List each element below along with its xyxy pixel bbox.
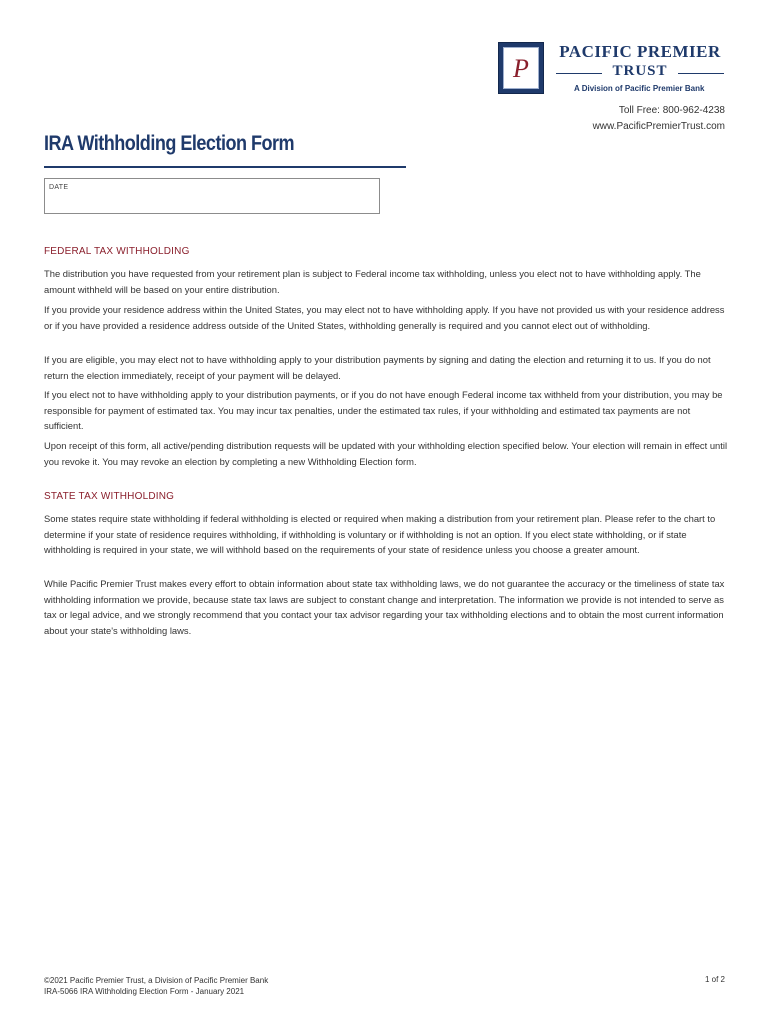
footer-info [44,975,268,997]
website-link[interactable]: www.PacificPremierTrust.com [592,121,725,132]
title-divider [44,166,406,168]
copyright-notice: ©2021 Pacific Premier Trust, a Division of Pacific Premier Bank [44,976,269,985]
logo-trust-word: TRUST [612,63,668,79]
logo-monogram-icon: P [498,42,544,94]
state-tax-heading: STATE TAX WITHHOLDING [44,491,175,502]
form-title: IRA Withholding Election Form [44,132,295,155]
form-identifier: IRA-5066 IRA Withholding Election Form - January 2021 [44,987,245,996]
logo-trust [552,63,728,83]
federal-paragraph-3: If you are eligible, you may elect not to have withholding apply to your distribution payments by signing and dating the election and returning it to us. If you do not return the election immediately, receipt of your payment will be delayed. [44,354,711,381]
toll-free-number: Toll Free: 800-962-4238 [618,105,725,116]
state-paragraph-2: While Pacific Premier Trust makes every effort to obtain information about state tax withholding laws, we do not guarantee the accuracy or the timeliness of state tax withholding information we provide, because state tax laws are subject to constant change and interpretation. The information we provide is not intended to serve as tax or legal advice, and we strongly recommend that you contact your tax advisor regarding your tax withholding elections and to obtain the most current information about your state's withholding laws. [44,578,725,636]
federal-tax-heading: FEDERAL TAX WITHHOLDING [44,246,190,257]
date-field[interactable] [44,178,380,214]
logo-name: PACIFIC PREMIER [559,42,721,61]
federal-paragraph-1: The distribution you have requested from your retirement plan is subject to Federal income tax withholding, unless you elect not to have withholding apply. The amount withheld will be based on your entire distribution. [44,268,701,295]
federal-paragraph-4: If you elect not to have withholding apply to your distribution payments, or if you do not have enough Federal income tax withheld from your distribution, you may be responsible for payment of estimated tax. You may incur tax penalties, under the estimated tax rules, if your withholding and estimated tax payments are not sufficient. [44,389,723,431]
state-paragraph-1: Some states require state withholding if federal withholding is elected or required when making a distribution from your retirement plan. Please refer to the chart to determine if your state of residence requires withholding, if withholding is voluntary or if withholding is not an option. If you elect state withholding, or if state withholding is required in your state, we will withhold based on the requirements of your state of residence unless you choose a greater amount. [44,513,716,555]
logo-division: A Division of Pacific Premier Bank [574,84,705,93]
federal-paragraph-2: If you provide your residence address within the United States, you may elect not to have withholding apply. If you have not provided us with your residence address or if you have provided a residence address outside of the United States, withholding generally is required and you cannot elect out of withholding. [44,304,725,331]
page-number: 1 of 2 [704,975,725,984]
date-label: DATE [49,184,69,191]
contact-info [593,103,725,135]
federal-paragraph-5: Upon receipt of this form, all active/pending distribution requests will be updated with your withholding election specified below. Your election will remain in effect until you revoke it. You may revoke an election by completing a new Withholding Election form. [44,440,728,467]
pacific-premier-trust-logo [498,42,728,97]
